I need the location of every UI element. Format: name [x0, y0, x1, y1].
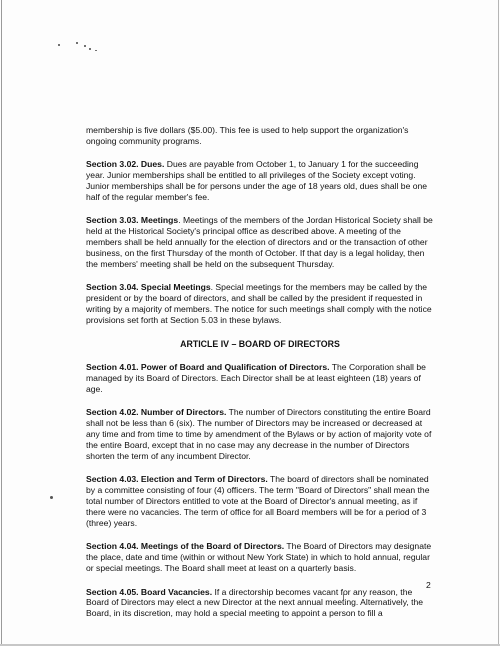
- paragraph-section-4-03: [86, 474, 434, 529]
- section-heading: Section 3.02. Dues.: [86, 159, 165, 170]
- paragraph-section-3-02: [86, 159, 434, 203]
- paragraph-text: If a directorship becomes vacant for any reason, the Board of Directors may elect a new Director at the next annual meeting. Alternatively, the Board, in its discretion, may hold a special meeting to appoint a person to fill a: [86, 586, 424, 619]
- scan-specks: [58, 40, 108, 54]
- page-number: 2: [426, 580, 431, 590]
- section-heading: Section 4.03. Election and Term of Directors.: [86, 474, 268, 485]
- scan-speck: [58, 44, 60, 46]
- article-heading: ARTICLE IV – BOARD OF DIRECTORS: [180, 338, 340, 349]
- section-heading: Section 4.05. Board Vacancies.: [86, 586, 213, 597]
- paragraph-text: Dues are payable from October 1, to January 1 for the succeeding year. Junior memberships shall be entitled to all privileges of the Society except voting. Junior memberships shall be for persons under the age of 18 years old, dues shall be one half of the regular member's fee.: [86, 159, 428, 203]
- paragraph-text: . Special meetings for the members may be called by the president or by the board of directors, and shall be called by the president if requested in writing by a majority of members. The notice for such meetings shall comply with the notice provisions set forth at Section 5.03 in these bylaws.: [86, 282, 432, 326]
- paragraph-text: The number of Directors constituting the entire Board shall not be less than 6 (six). The number of Directors may be increased or decreased at any time and from time to time by amendment of the Bylaws or by action of majority vote of the entire Board, except that in no case may any decrease in the number of Directors shorten the term of any incumbent Director.: [86, 407, 432, 461]
- section-heading: Section 4.02. Number of Directors.: [86, 407, 227, 418]
- paragraph-text: The Corporation shall be managed by its Board of Directors. Each Director shall be at least eighteen (18) years of age.: [86, 362, 426, 394]
- paragraph-section-4-04: [86, 541, 434, 574]
- paragraph-text: . Meetings of the members of the Jordan Historical Society shall be held at the Historical Society's principal office as described above. A meeting of the members shall be held annually for the election of directors and or the transaction of other business, on the first Thursday of the month of October. If that day is a legal holiday, then the members' meeting shall be held on the subsequent Thursday.: [86, 215, 433, 270]
- paragraph-text: The board of directors shall be nominated by a committee consisting of four (4) officers. The term "Board of Directors" shall mean the total number of Directors entitled to vote at the Board of Director's annual meeting, as if there were no vacancies. The term of office for all Board members will be for a period of 3 (three) years.: [86, 474, 430, 528]
- document-body: [86, 125, 434, 632]
- paragraph-section-3-03: [86, 215, 434, 270]
- scan-speck: [76, 42, 78, 44]
- section-heading: Section 4.01. Power of Board and Qualification of Directors.: [86, 362, 330, 372]
- paragraph-section-3-04: [86, 282, 434, 326]
- section-heading: Section 3.04. Special Meetings: [86, 282, 211, 293]
- paragraph-text: membership is five dollars ($5.00). This fee is used to help support the organization's ongoing community programs.: [86, 125, 409, 146]
- page-right-edge: [498, 0, 499, 646]
- page-left-edge: [1, 0, 2, 646]
- scan-speck: [89, 48, 91, 50]
- paragraph-section-4-02: [86, 407, 434, 462]
- paragraph-text: The Board of Directors may designate the place, date and time (within or without New York State) in which to hold annual, regular or special meetings. The Board shall meet at least on a quarterly basis.: [86, 541, 432, 574]
- scan-speck: [95, 50, 97, 51]
- paragraph-section-4-01: [86, 362, 434, 395]
- section-heading: Section 3.03. Meetings: [86, 215, 179, 226]
- scan-speck: [50, 496, 53, 499]
- paragraph-membership-fee: [86, 125, 434, 147]
- paragraph-section-4-05: [86, 587, 434, 620]
- section-heading: Section 4.04. Meetings of the Board of Directors.: [86, 541, 285, 552]
- scan-speck: [84, 45, 86, 47]
